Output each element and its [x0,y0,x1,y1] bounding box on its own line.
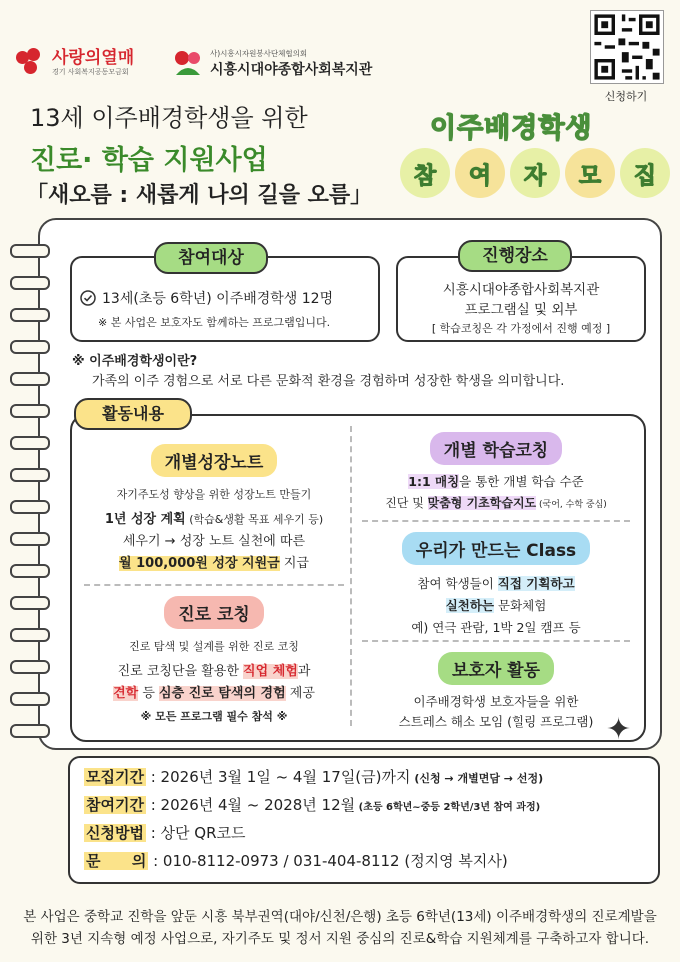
title-line-3: 「새오름 : 새롭게 나의 길을 오름」 [26,183,373,208]
logo2-name: 시흥시대야종합사회복지관 [210,62,373,78]
ring-icon [10,532,50,546]
period-row [84,794,540,815]
venue-line-3: [ 학습코칭은 각 가정에서 진행 예정 ] [431,322,611,335]
ring-icon [10,276,50,290]
parent-activity-line-2: 스트레스 해소 모임 (힐링 프로그램) [398,714,594,729]
career-coaching-line-3d: 제공 [285,686,315,701]
study-coaching-line-1 [356,472,636,490]
career-coaching-section [80,596,348,629]
class-line-1b: 직접 기획하고 [497,576,575,591]
ring-icon [10,500,50,514]
apply-label: 신청방법 [86,824,144,842]
recruit-badge-title: 이주배경학생 [430,113,593,144]
qr-code[interactable] [590,10,664,84]
class-line-2 [356,596,636,614]
ring-icon [10,564,50,578]
definition-text: 가족의 이주 경험으로 서로 다른 문화적 환경을 경험하며 성장한 학생을 의미합니다. [92,374,565,389]
activities-divider-right-2 [362,640,630,642]
ring-icon [10,628,50,642]
info-box [68,756,660,884]
target-line-1: 13세(초등 6학년) 이주배경학생 12명 [102,291,334,307]
parent-activity-line-1: 이주배경학생 보호자들을 위한 [413,694,579,709]
growth-note-line-2b: (학습&생활 목표 세우기 등) [185,513,324,526]
ring-icon [10,724,50,738]
class-line-1 [356,574,636,592]
center-logo-icon [172,49,204,79]
career-coaching-line-1: 진로 탐색 및 설계를 위한 진로 코칭 [129,640,299,653]
career-coaching-line-2a: 진로 코칭단을 활용한 [117,664,244,679]
title-line-1: 13세 이주배경학생을 위한 [30,104,308,132]
study-coaching-line-2b: 맞춤형 기초학습지도 [427,496,537,510]
growth-note-line-4b: 지급 [279,556,309,571]
ring-icon [10,244,50,258]
recruit-char: 여 [455,148,505,198]
growth-note-line-3: 세우기 → 성장 노트 실천에 따른 [122,534,306,549]
recruit-circles [400,148,670,198]
study-coaching-line-2a: 진단 및 [385,496,428,510]
recruit-label: 모집기간 [86,768,144,786]
recruit-value: : 2026년 3월 1일 ~ 4월 17일(금)까지 [145,768,411,786]
career-coaching-line-3c: 심층 진로 탐색의 경험 [159,686,286,701]
career-coaching-line-3b: 등 [138,686,160,701]
fruit-icon [16,48,46,78]
study-coaching-title: 개별 학습코칭 [430,432,562,465]
class-title: 우리가 만드는 Class [402,532,590,565]
apply-value: : 상단 QR코드 [145,824,246,842]
growth-note-line-2 [80,508,348,527]
period-value: : 2026년 4월 ~ 2028년 12월 [145,796,356,814]
period-label: 참여기간 [86,796,144,814]
study-coaching-section [356,432,636,465]
class-line-2b: 문화체험 [494,598,547,613]
activities-divider-right-1 [362,520,630,522]
recruit-note: (신청 → 개별면담 → 선정) [410,772,544,785]
footer-line-1: 본 사업은 중학교 진학을 앞둔 시흥 북부권역(대야/신천/은행) 초등 6학년(13세) 이주배경학생의 진로계발을 [23,909,657,925]
ring-icon [10,468,50,482]
contact-label: 문 의 [86,852,147,870]
career-coaching-line-2b: 직업 체험 [243,664,298,679]
class-line-1a: 참여 학생들이 [417,576,498,591]
growth-note-section [80,444,348,477]
career-coaching-line-2 [80,660,348,679]
study-coaching-line-2c: (국어, 수학 중심) [536,500,607,510]
target-line-2: ※ 본 사업은 보호자도 함께하는 프로그램입니다. [98,316,331,329]
ring-icon [10,436,50,450]
career-coaching-line-2c: 과 [297,664,311,679]
recruit-char: 모 [565,148,615,198]
logo1-sub: 경기 사회복지공동모금회 [52,68,129,76]
career-coaching-line-3a: 견학 [113,686,139,701]
career-coaching-title: 진로 코칭 [164,596,264,629]
definition-title: ※ 이주배경학생이란? [72,354,198,369]
apply-row [84,822,246,843]
venue-line-1: 시흥시대야종합사회복지관 [442,282,600,298]
growth-note-line-1: 자기주도성 향상을 위한 성장노트 만들기 [116,488,312,501]
class-line-3: 예) 연극 관람, 1박 2일 캠프 등 [411,620,581,635]
logo2-org: 사)시흥시자원봉사단체협의회 [210,49,308,58]
ring-icon [10,308,50,322]
target-heading: 참여대상 [154,242,268,274]
study-coaching-line-1a: 1:1 매칭 [408,474,460,489]
study-coaching-line-1b: 을 통한 개별 학습 수준 [459,474,584,489]
footer-line-2: 위한 3년 지속형 예정 사업으로, 자기주도 및 정서 지원 중심의 진로&학습 지원체계를 구축하고자 합니다. [30,931,650,947]
ring-icon [10,596,50,610]
class-section [356,532,636,565]
growth-note-line-2a: 1년 성장 계획 [104,512,186,527]
contact-value: : 010-8112-0973 / 031-404-8112 (정지영 복지사) [148,852,508,870]
logo1-name: 사랑의열매 [52,48,135,68]
parent-activity-title: 보호자 활동 [438,652,554,685]
title-line-2: 진로· 학습 지원사업 [30,145,268,176]
growth-note-line-4 [80,552,348,571]
activities-heading: 활동내용 [74,398,192,430]
recruit-char: 자 [510,148,560,198]
activities-divider-vertical [350,426,352,726]
ring-icon [10,404,50,418]
study-coaching-line-2 [356,494,636,511]
ring-icon [10,660,50,674]
ring-icon [10,692,50,706]
footer-note [10,906,670,950]
growth-note-line-4a: 월 100,000원 성장 지원금 [119,556,280,571]
recruit-char: 집 [620,148,670,198]
growth-note-title: 개별성장노트 [151,444,278,477]
check-circle-icon [80,290,96,306]
fruit-logo [16,48,134,78]
activities-divider-left [84,584,344,586]
contact-row [84,850,508,871]
recruit-row [84,766,543,787]
class-line-2a: 실천하는 [445,598,495,613]
target-line-1-row [80,288,333,308]
venue-heading: 진행장소 [458,240,572,272]
career-coaching-line-3 [80,682,348,701]
career-coaching-line-4: ※ 모든 프로그램 필수 참석 ※ [140,710,288,723]
ring-icon [10,340,50,354]
ring-icon [10,372,50,386]
period-note: (초등 6학년~중등 2학년/3년 참여 과정) [355,802,541,813]
sparkle-icon: ✦ [606,712,632,747]
qr-label: 신청하기 [604,90,648,103]
parent-activity-section [356,652,636,685]
recruit-char: 참 [400,148,450,198]
venue-line-2: 프로그램실 및 외부 [464,302,578,318]
center-logo [172,48,372,79]
